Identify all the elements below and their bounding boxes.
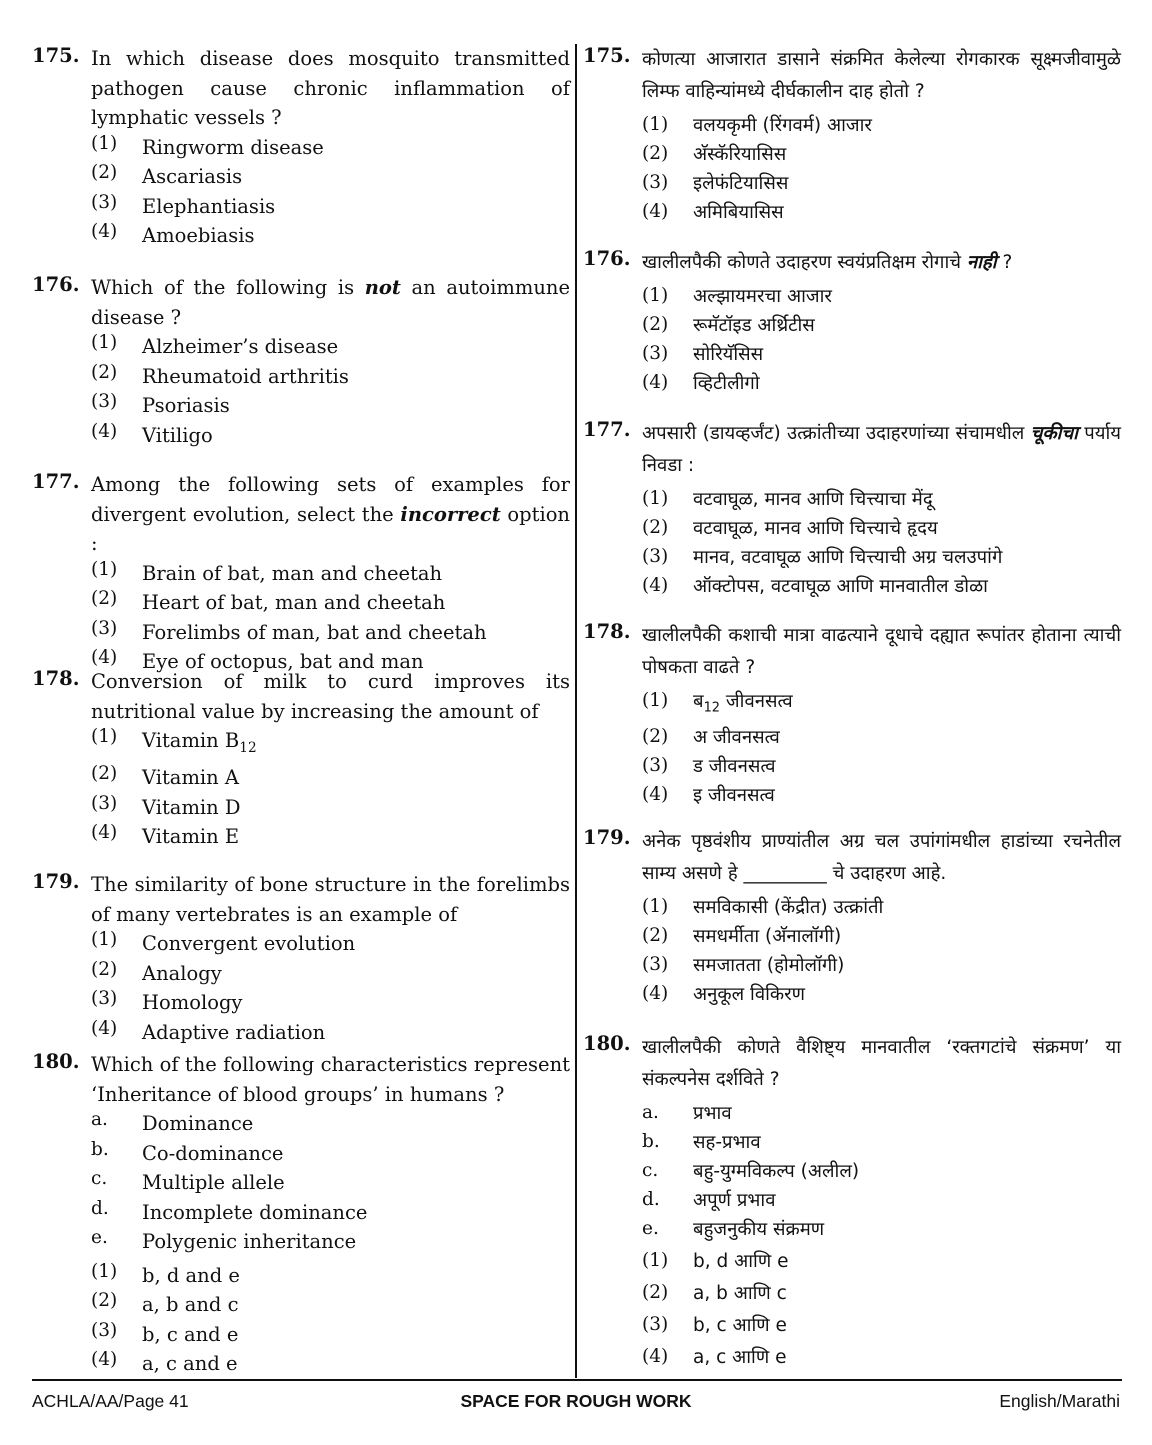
option: (2) वटवाघूळ, मानव आणि चित्त्याचे हृदय xyxy=(642,517,938,539)
option: (4) अनुकूल विकिरण xyxy=(642,983,806,1005)
item: a. Dominance xyxy=(91,1109,254,1135)
question-179-mr xyxy=(583,826,1121,1006)
question-176-en xyxy=(32,273,570,450)
footer-rule xyxy=(32,1379,1122,1381)
option: (3) Forelimbs of man, bat and cheetah xyxy=(91,617,487,644)
question-stem: खालीलपैकी कोणते उदाहरण स्वयंप्रतिक्षम रोगाचे नाही ? xyxy=(642,252,1013,273)
option: (3) Psoriasis xyxy=(91,391,230,417)
item: d. Incomplete dominance xyxy=(91,1197,368,1224)
option: (1) Convergent evolution xyxy=(91,929,356,955)
option: (3) b, c and e xyxy=(91,1319,239,1346)
option: (3) समजातता (होमोलॉगी) xyxy=(642,954,845,976)
question-stem: In which disease does mosquito transmitted pathogen cause chronic inflammation of lymphatic vessels ? xyxy=(91,47,570,129)
question-stem: Which of the following characteristics represent ‘Inheritance of blood groups’ in humans ? xyxy=(91,1053,570,1106)
footer-rough-work: SPACE FOR ROUGH WORK xyxy=(460,1391,692,1411)
item: e. Polygenic inheritance xyxy=(91,1227,357,1253)
option: (1) b, d आणि e xyxy=(642,1250,789,1272)
question-175-en xyxy=(32,44,570,251)
question-number: 177. xyxy=(583,418,631,441)
option: (4) अमिबियासिस xyxy=(642,201,784,223)
question-number: 180. xyxy=(32,1050,80,1073)
option: (2) अ जीवनसत्व xyxy=(642,725,780,748)
option: (2) रूमॅटॉइड अर्थ्रिटीस xyxy=(642,314,815,336)
question-180-en xyxy=(32,1050,570,1379)
option: (2) Vitamin A xyxy=(91,763,240,790)
option: (4) व्हिटीलीगो xyxy=(642,372,760,394)
question-176-mr xyxy=(583,247,1121,395)
option: (4) Vitiligo xyxy=(91,420,213,447)
option: (2) समधर्मीता (अ‍ॅनालॉगी) xyxy=(642,925,842,947)
question-180-mr xyxy=(583,1032,1121,1369)
question-178-mr xyxy=(583,620,1121,807)
question-number: 177. xyxy=(32,470,80,493)
option: (3) ड जीवनसत्व xyxy=(642,754,776,777)
question-number: 178. xyxy=(583,620,631,643)
question-stem: Among the following sets of examples for divergent evolution, select the incorrect option : xyxy=(91,473,570,555)
question-stem: खालीलपैकी कशाची मात्रा वाढत्याने दूधाचे दह्यात रूपांतर होताना त्याची पोषकता वाढते ? xyxy=(642,625,1121,678)
column-divider xyxy=(575,44,577,1378)
option: (4) a, c आणि e xyxy=(642,1346,787,1368)
question-number: 176. xyxy=(583,247,631,270)
item: b. Co-dominance xyxy=(91,1138,284,1165)
option: (2) अ‍ॅस्कॅरियासिस xyxy=(642,143,787,165)
option: (1) Ringworm disease xyxy=(91,132,324,159)
option: (4) Eye of octopus, bat and man xyxy=(91,647,424,673)
option: (1) Brain of bat, man and cheetah xyxy=(91,558,443,585)
question-number: 178. xyxy=(32,667,80,690)
question-number: 180. xyxy=(583,1032,631,1055)
option: (1) Vitamin $B_{12}$ xyxy=(91,726,257,756)
option: (3) Homology xyxy=(91,988,243,1014)
option: (4) Adaptive radiation xyxy=(91,1017,326,1044)
item: c. बहु-युग्मविकल्प (अलील) xyxy=(642,1160,860,1182)
question-stem: अपसारी (डायव्हर्जंट) उत्क्रांतीच्या उदाहरणांच्या संचामधील चूकीचा पर्याय निवडा : xyxy=(642,423,1121,476)
option: (3) b, c आणि e xyxy=(642,1314,787,1336)
footer-language: English/Marathi xyxy=(999,1391,1120,1411)
question-stem: Which of the following is not an autoimmune disease ? xyxy=(91,276,570,329)
option: (1) अल्झायमरचा आजार xyxy=(642,285,832,307)
option: (1) समविकासी (केंद्रीत) उत्क्रांती xyxy=(642,896,884,918)
option: (4) Vitamin E xyxy=(91,822,240,849)
question-stem: अनेक पृष्ठवंशीय प्राण्यांतील अग्र चल उपांगांमधील हाडांच्या रचनेतील साम्य असणे हे _________ चे उदाहरण आहे. xyxy=(642,831,1121,884)
footer-page-code: ACHLA/AA/Page 41 xyxy=(32,1391,189,1411)
option: (3) Elephantiasis xyxy=(91,191,276,218)
option: (4) ऑक्टोपस, वटवाघूळ आणि मानवातील डोळा xyxy=(642,575,988,597)
question-number: 175. xyxy=(32,44,80,67)
question-stem: Conversion of milk to curd improves its nutritional value by increasing the amount of xyxy=(91,670,570,723)
item: d. अपूर्ण प्रभाव xyxy=(642,1189,776,1211)
question-stem: खालीलपैकी कोणते वैशिष्ट्य मानवातील ‘रक्तगटांचे संक्रमण’ या संकल्पनेस दर्शविते ? xyxy=(642,1037,1121,1090)
question-number: 175. xyxy=(583,44,631,67)
option: (1) Alzheimer’s disease xyxy=(91,332,339,358)
question-177-mr xyxy=(583,418,1121,598)
option: (3) सोरियॅसिस xyxy=(642,343,764,365)
question-number: 179. xyxy=(583,826,631,849)
question-175-mr xyxy=(583,44,1121,224)
item: a. प्रभाव xyxy=(642,1102,732,1124)
question-number: 176. xyxy=(32,273,80,296)
question-number: 179. xyxy=(32,870,80,893)
question-178-en xyxy=(32,667,570,852)
item: c. Multiple allele xyxy=(91,1168,285,1194)
option: (1) b, d and e xyxy=(91,1260,240,1287)
option: (4) इ जीवनसत्व xyxy=(642,783,775,806)
option: (2) Rheumatoid arthritis xyxy=(91,361,349,388)
option: (2) Analogy xyxy=(91,958,222,985)
option: (1) ब$_{12}$ जीवनसत्व xyxy=(642,690,793,716)
option: (2) Ascariasis xyxy=(91,162,243,188)
option: (3) मानव, वटवाघूळ आणि चित्त्याची अग्र चलउपांगे xyxy=(642,546,1003,568)
question-stem: कोणत्या आजारात डासाने संक्रमित केलेल्या रोगकारक सूक्ष्मजीवामुळे लिम्फ वाहिन्यांमध्ये दीर्घकालीन दाह होतो ? xyxy=(642,49,1121,102)
question-179-en xyxy=(32,870,570,1047)
question-stem: The similarity of bone structure in the forelimbs of many vertebrates is an example of xyxy=(91,873,570,926)
option: (1) वलयकृमी (रिंगवर्म) आजार xyxy=(642,114,872,136)
option: (2) a, b आणि c xyxy=(642,1282,787,1304)
option: (3) Vitamin D xyxy=(91,792,241,819)
option: (4) a, c and e xyxy=(91,1349,238,1375)
option: (3) इलेफंटियासिस xyxy=(642,172,789,194)
item: e. बहुजनुकीय संक्रमण xyxy=(642,1218,825,1240)
option: (1) वटवाघूळ, मानव आणि चित्त्याचा मेंदू xyxy=(642,488,933,510)
option: (2) Heart of bat, man and cheetah xyxy=(91,588,446,614)
option: (2) a, b and c xyxy=(91,1290,239,1316)
option: (4) Amoebiasis xyxy=(91,221,255,247)
question-177-en xyxy=(32,470,570,677)
item: b. सह-प्रभाव xyxy=(642,1131,761,1153)
